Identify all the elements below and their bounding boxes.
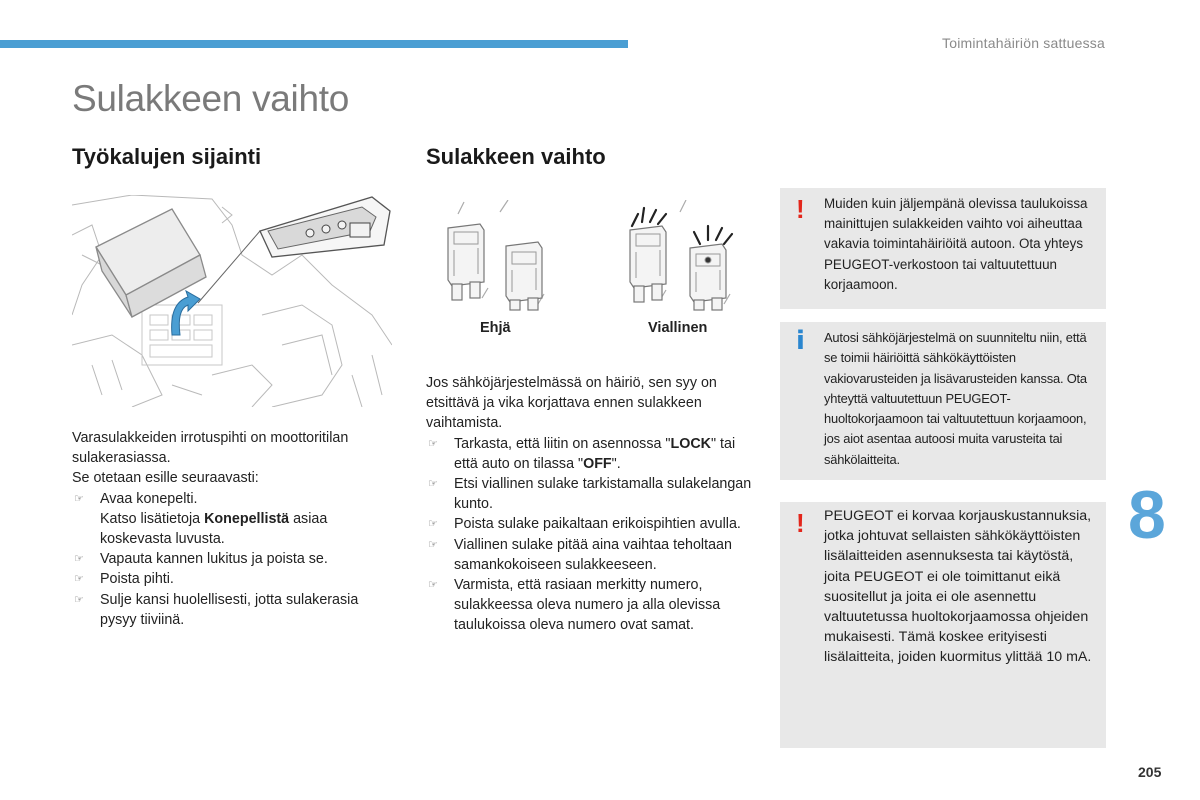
step-text: Poista sulake paikaltaan erikoispihtien avulla. <box>454 516 741 533</box>
left-body <box>72 428 392 630</box>
step-bold: OFF <box>583 455 612 472</box>
middle-heading: Sulakkeen vaihto <box>426 144 606 169</box>
list-item <box>426 434 754 474</box>
list-item <box>72 590 392 630</box>
middle-steps-list <box>426 434 754 636</box>
step-text: Sulje kansi huolellisesti, jotta sulakerasia pysyy tiiviinä. <box>100 591 359 628</box>
step-text: Viallinen sulake pitää aina vaihtaa teholtaan samankokoiseen sulakkeeseen. <box>454 536 732 573</box>
chapter-number: 8 <box>1128 477 1166 553</box>
pointing-hand-icon: ☞ <box>428 538 438 551</box>
pointing-hand-icon: ☞ <box>74 573 84 586</box>
left-intro-1: Varasulakkeiden irrotuspihti on moottoritilan sulakerasiassa. <box>72 430 349 467</box>
step-text: Etsi viallinen sulake tarkistamalla sulakelangan kunto. <box>454 476 752 513</box>
step-bold: LOCK <box>670 435 711 452</box>
warning-icon: ! <box>796 194 805 224</box>
fuse-blown-label: Viallinen <box>648 320 708 336</box>
step-text: asiaa koskevasta luvusta. <box>100 510 328 548</box>
list-item <box>426 535 754 575</box>
section-title: Toimintahäiriön sattuessa <box>942 35 1105 51</box>
notice-text: Autosi sähköjärjestelmä on suunniteltu niin, että se toimii häiriöittä sähkökäyttöisten vakiovarusteiden ja lisävarusteiden kanssa. Ota yhteyttä valtuutettuun PEUGEOT-huoltokorjaamoon tai valtuutettuun korjaamoon, jos aiot asentaa autoosi muita varusteita tai sähkölaitteita. <box>824 330 1087 467</box>
fuse-box-and-puller-icon <box>72 195 392 407</box>
left-heading: Työkalujen sijainti <box>72 144 262 169</box>
header-accent-bar <box>0 40 628 48</box>
step-text: Vapauta kannen lukitus ja poista se. <box>100 551 328 568</box>
notice-text: Muiden kuin jäljempänä olevissa taulukoissa mainittujen sulakkeiden vaihto voi aiheuttaa vakavia toimintahäiriöitä autoon. Ota yhteys PEUGEOT-verkostoon tai valtuutettuun korjaamoon. <box>824 196 1088 292</box>
intact-fuse-icon <box>440 200 560 312</box>
notice-text: PEUGEOT ei korvaa korjauskustannuksia, jotka johtuvat sellaisten sähkökäyttöisten lisälaitteiden asennuksesta tai käytöstä, joita PEUGEOT ei ole toimittanut eikä suositellut ja joita ei ole asennettu valtuutetussa huoltokorjaamossa ohjeiden mukaisesti. Tämä koskee erityisesti lisälaitteita, joiden kuormitus ylittää 10 mA. <box>824 508 1092 666</box>
middle-intro: Jos sähköjärjestelmässä on häiriö, sen syy on etsittävä ja vika korjattava ennen sulakkeen vaihtamista. <box>426 375 717 432</box>
page-title: Sulakkeen vaihto <box>72 78 349 119</box>
left-steps-list <box>72 489 392 630</box>
info-notice <box>780 322 1106 480</box>
step-text: " tai että auto on tilassa " <box>454 435 736 472</box>
pointing-hand-icon: ☞ <box>428 518 438 531</box>
warning-notice-1 <box>780 188 1106 309</box>
pointing-hand-icon: ☞ <box>428 437 438 450</box>
step-text: ". <box>611 455 621 472</box>
left-intro-2: Se otetaan esille seuraavasti: <box>72 470 259 487</box>
list-item <box>72 489 392 550</box>
warning-icon: ! <box>796 508 805 538</box>
pointing-hand-icon: ☞ <box>74 492 84 505</box>
pointing-hand-icon: ☞ <box>428 478 438 491</box>
blown-fuse-icon <box>620 200 744 312</box>
page-number: 205 <box>1138 764 1162 780</box>
pointing-hand-icon: ☞ <box>74 593 84 606</box>
list-item <box>72 569 392 589</box>
fuse-ok-label: Ehjä <box>480 320 511 336</box>
pointing-hand-icon: ☞ <box>428 579 438 592</box>
list-item <box>426 575 754 636</box>
warning-notice-2 <box>780 502 1106 748</box>
list-item <box>426 514 754 534</box>
info-icon: i <box>796 326 805 356</box>
step-text: Varmista, että rasiaan merkitty numero, sulakkeessa oleva numero ja alla olevissa taulukoissa oleva numero ovat samat. <box>454 577 721 634</box>
list-item <box>426 474 754 514</box>
middle-body <box>426 373 754 636</box>
step-bold: Konepellistä <box>204 510 290 527</box>
step-text: Tarkasta, että liitin on asennossa " <box>454 435 671 452</box>
step-text: Poista pihti. <box>100 571 174 588</box>
list-item <box>72 549 392 569</box>
pointing-hand-icon: ☞ <box>74 553 84 566</box>
step-text: Avaa konepelti. <box>100 490 198 507</box>
step-text: Katso lisätietoja <box>100 510 205 527</box>
